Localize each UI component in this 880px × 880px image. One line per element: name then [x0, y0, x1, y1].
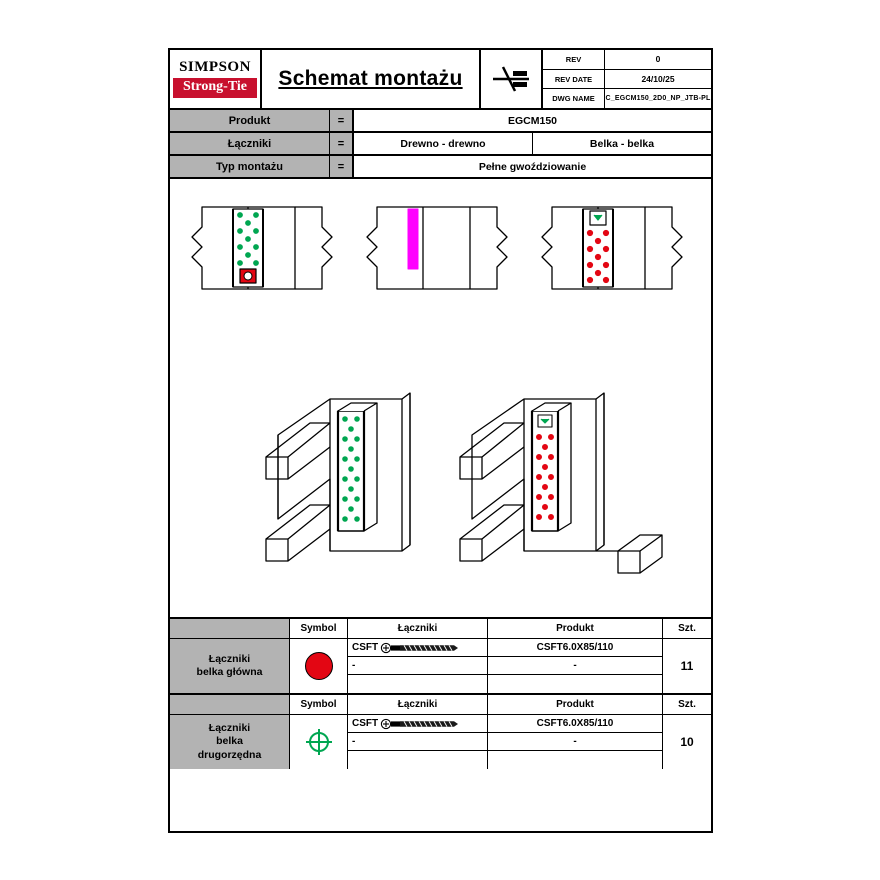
page-title: Schemat montażu	[278, 67, 463, 90]
assembly-diagram	[170, 179, 711, 619]
product-cell-main-beam	[488, 639, 663, 693]
rev-label: REV	[543, 50, 605, 69]
iso-view-left	[266, 393, 410, 561]
spec-row-mounting-type	[170, 156, 711, 179]
fastener2-row-2: -	[348, 733, 487, 751]
spec-eq-mounting-type: =	[330, 156, 354, 177]
rev-date-label: REV DATE	[543, 70, 605, 89]
rev-row	[543, 50, 711, 70]
screw-graphic-1	[352, 642, 460, 654]
symbol-cell-secondary-beam	[290, 715, 348, 769]
row-title-main-beam	[170, 639, 290, 693]
fastener-table-main-beam	[170, 619, 711, 695]
rev-value: 0	[655, 54, 661, 65]
row-title2-line-3: drugorzędna	[197, 748, 262, 761]
title-block	[170, 50, 711, 110]
revision-block	[543, 50, 711, 108]
product-row-1: CSFT6.0X85/110	[488, 639, 662, 657]
product-row-2: -	[488, 657, 662, 675]
spec-eq-connectors: =	[330, 133, 354, 154]
spec-row-product	[170, 110, 711, 133]
product2-row-2: -	[488, 733, 662, 751]
spec-label-mounting-type: Typ montażu	[170, 156, 330, 177]
product-cell-secondary-beam	[488, 715, 663, 769]
green-crosshair-circle-icon	[304, 727, 334, 757]
front-view-magenta-plate	[367, 207, 507, 289]
row-title-line-1: Łączniki	[208, 652, 251, 665]
drawing-sheet	[168, 48, 713, 833]
fastener-table-header-2	[170, 695, 711, 715]
product2-row-3	[488, 751, 662, 769]
header-fasteners-1: Łączniki	[348, 619, 488, 638]
spec-label-connectors: Łączniki	[170, 133, 330, 154]
fastener2-row-3	[348, 751, 487, 769]
spec-row-connectors	[170, 133, 711, 156]
fasteners-cell-main-beam	[348, 639, 488, 693]
screw-graphic-2	[352, 718, 460, 730]
fastener-row-1	[348, 639, 487, 657]
row-title2-line-2: belka	[216, 735, 243, 748]
header-qty-2: Szt.	[678, 699, 696, 710]
fastener-label-2: CSFT	[352, 718, 379, 729]
fastener-row-3	[348, 675, 487, 693]
header-symbol-2: Symbol	[290, 695, 348, 714]
fastener-row-2: -	[348, 657, 487, 675]
weld-symbol-cell	[481, 50, 543, 108]
iso-view-right	[460, 393, 662, 573]
spec-eq-product: =	[330, 110, 354, 131]
header-product-2: Produkt	[488, 695, 663, 714]
header-fasteners-2: Łączniki	[348, 695, 488, 714]
red-filled-circle-icon	[305, 652, 333, 680]
product-row-3	[488, 675, 662, 693]
product2-row-1: CSFT6.0X85/110	[488, 715, 662, 733]
fastener2-row-1	[348, 715, 487, 733]
qty-cell-secondary-beam: 10	[680, 735, 694, 749]
front-view-red-screws	[542, 207, 682, 289]
front-view-green-nails	[192, 207, 332, 289]
spec-value-connectors-2: Belka - belka	[589, 137, 655, 150]
qty-cell-main-beam: 11	[680, 659, 694, 673]
fastener-table-secondary-beam	[170, 695, 711, 769]
header-symbol-1: Symbol	[290, 619, 348, 638]
dwg-name-row	[543, 89, 711, 108]
logo-strongtie-text: Strong-Tie	[173, 78, 257, 98]
fastener-table-row-2	[170, 715, 711, 769]
sheet-title-cell	[262, 50, 481, 108]
spec-value-product: EGCM150	[507, 114, 558, 127]
header-spacer-2	[170, 695, 290, 714]
logo-simpson-text: SIMPSON	[179, 59, 251, 76]
spec-label-product: Produkt	[170, 110, 330, 131]
row-title-line-2: belka główna	[196, 666, 263, 678]
header-product-1: Produkt	[488, 619, 663, 638]
screw-icon	[380, 642, 460, 654]
rev-date-row	[543, 70, 711, 90]
header-qty-1: Szt.	[678, 623, 696, 634]
company-logo	[170, 50, 262, 108]
symbol-cell-main-beam	[290, 639, 348, 693]
assembly-diagram-svg	[170, 179, 711, 617]
dwg-name-label: DWG NAME	[543, 89, 605, 108]
spec-value-connectors-1: Drewno - drewno	[354, 133, 533, 154]
row-title2-line-1: Łączniki	[208, 722, 251, 735]
fasteners-cell-secondary-beam	[348, 715, 488, 769]
spec-value-mounting-type: Pełne gwoździowanie	[478, 160, 587, 173]
rev-date-value: 24/10/25	[641, 74, 675, 84]
fastener-table-header-1	[170, 619, 711, 639]
weld-symbol-icon	[489, 62, 533, 96]
fastener-table-row-1	[170, 639, 711, 693]
row-title-secondary-beam	[170, 715, 290, 769]
header-spacer-1	[170, 619, 290, 638]
screw-icon	[380, 718, 460, 730]
fastener-label-1: CSFT	[352, 642, 379, 653]
dwg-name-value: C_EGCM150_2D0_NP_JTB-PL	[605, 95, 711, 103]
